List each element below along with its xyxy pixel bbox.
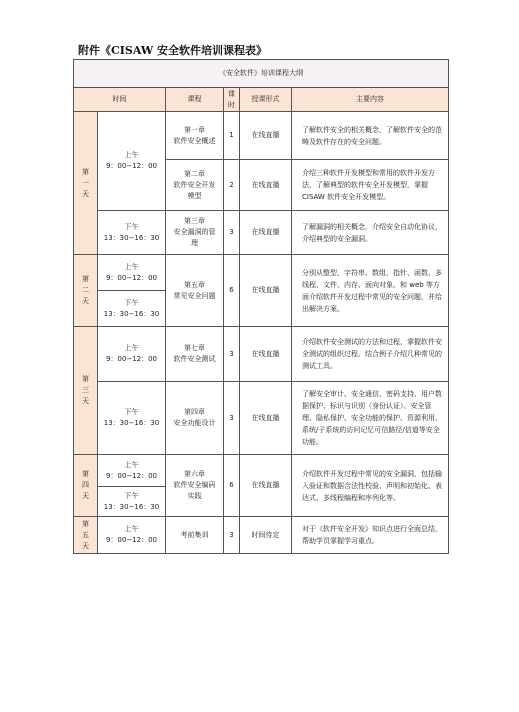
time-slot: 上午 9：00−12：00 — [98, 112, 166, 211]
format-cell: 在线直播 — [240, 112, 292, 160]
course-schedule-table — [73, 59, 449, 554]
time-slot: 下午 13：30−16：30 — [98, 211, 166, 255]
time-slot: 下午 13：30−16：30 — [98, 382, 166, 455]
hours-cell: 6 — [224, 255, 240, 327]
header-course: 课程 — [166, 88, 224, 112]
header-format: 授课形式 — [240, 88, 292, 112]
hours-cell: 6 — [224, 455, 240, 517]
day-label: 第一天 — [74, 112, 98, 255]
content-cell: 了解漏洞的相关概念，介绍安全自动化协议，介绍典型的安全漏洞。 — [292, 211, 449, 255]
time-slot: 上午 9：00−12：00 — [98, 327, 166, 382]
hours-cell: 3 — [224, 382, 240, 455]
course-cell: 第七章 软件安全测试 — [166, 327, 224, 382]
hours-cell: 1 — [224, 112, 240, 160]
time-slot: 上午 9：00−12：00 — [98, 517, 166, 554]
day-label: 第二天 — [74, 255, 98, 327]
header-time: 时间 — [74, 88, 166, 112]
content-cell: 介绍三种软件开发模型和常用的软件开发方法，了解典型的软件安全开发模型，掌握 CISAW 软件安全开发模型。 — [292, 160, 449, 211]
content-cell: 了解安全审计、安全通信、密码支持、用户数据保护、标识与识别（身份认证）、安全管理、隐私保护、安全功能的保护、资源利用、系统/子系统的访问记忆可信路径/信道等安全功能。 — [292, 382, 449, 455]
format-cell: 在线直播 — [240, 255, 292, 327]
content-cell: 了解软件安全的相关概念，了解软件安全的范畴及软件存在的安全问题。 — [292, 112, 449, 160]
content-cell: 对于《软件安全开发》知识点进行全面总结，帮助学员掌握学习重点。 — [292, 517, 449, 554]
table-title: 《安全软件》培训课程大纲 — [74, 60, 449, 88]
header-content: 主要内容 — [292, 88, 449, 112]
format-cell: 在线直播 — [240, 327, 292, 382]
day-label: 第五天 — [74, 517, 98, 554]
attachment-caption: 附件《CISAW 安全软件培训课程表》 — [78, 44, 268, 57]
course-cell: 第一章 软件安全概述 — [166, 112, 224, 160]
hours-cell: 3 — [224, 211, 240, 255]
header-hours: 课时 — [224, 88, 240, 112]
content-cell: 分别从整型、字符串、数组、指针、函数、多线程、文件、内存、面向对象、和 web 等方面介绍软件开发过程中常见的安全问题，并给出解决方案。 — [292, 255, 449, 327]
format-cell: 在线直播 — [240, 455, 292, 517]
course-cell: 考前集训 — [166, 517, 224, 554]
time-slot: 下午 13：30−16：30 — [98, 487, 166, 517]
course-cell: 第四章 安全功能设计 — [166, 382, 224, 455]
content-cell: 介绍软件安全测试的方法和过程，掌握软件安全测试的组织过程，结合例子介绍几种常见的测试工具。 — [292, 327, 449, 382]
format-cell: 在线直播 — [240, 382, 292, 455]
hours-cell: 2 — [224, 160, 240, 211]
content-cell: 介绍软件开发过程中常见的安全漏洞，包括输入验证和数据合法性校验、声明和初始化、表达式、多线程编程和序列化等。 — [292, 455, 449, 517]
time-slot: 下午 13：30−16：30 — [98, 291, 166, 327]
time-slot: 上午 9：00−12：00 — [98, 455, 166, 487]
course-cell: 第六章 软件安全编码 实践 — [166, 455, 224, 517]
day-label: 第四天 — [74, 455, 98, 517]
course-cell: 第二章 软件安全开发 模型 — [166, 160, 224, 211]
time-slot: 上午 9：00−12：00 — [98, 255, 166, 291]
format-cell: 时间待定 — [240, 517, 292, 554]
hours-cell: 3 — [224, 327, 240, 382]
hours-cell: 3 — [224, 517, 240, 554]
format-cell: 在线直播 — [240, 160, 292, 211]
course-cell: 第三章 安全漏洞的管 理 — [166, 211, 224, 255]
format-cell: 在线直播 — [240, 211, 292, 255]
day-label: 第三天 — [74, 327, 98, 455]
course-cell: 第五章 常见安全问题 — [166, 255, 224, 327]
